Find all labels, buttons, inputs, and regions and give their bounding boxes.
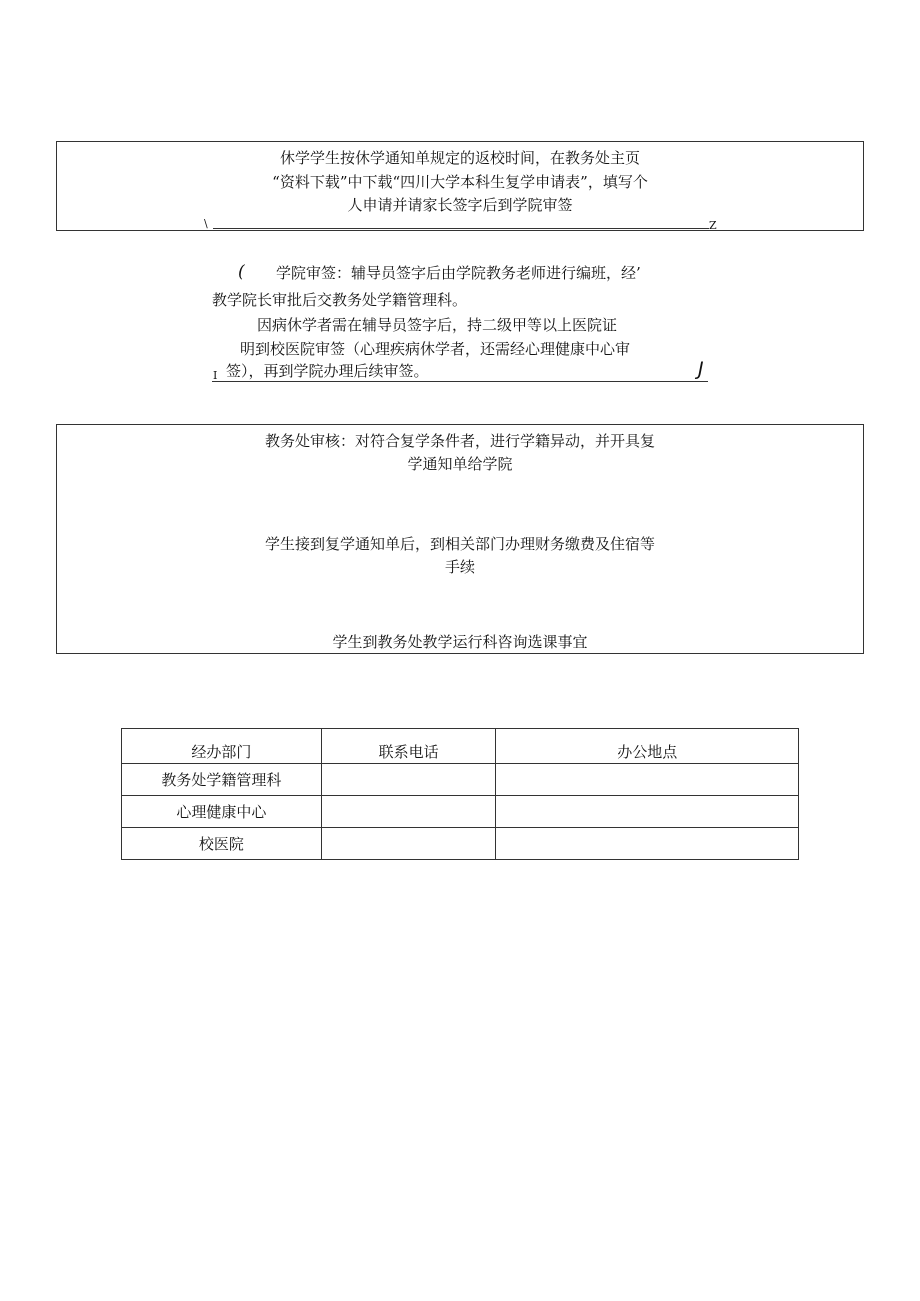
step3-box	[56, 424, 864, 654]
header-phone: 联系电话	[321, 729, 496, 764]
step3-course-line: 学生到教务处教学运行科咨询选课事宜	[332, 633, 588, 651]
step1-line-2: “资料下载”中下载“四川大学本科生复学申请表”，填写个	[272, 173, 648, 191]
step2-line-4: 明到校医院审签（心理疾病休学者，还需经心理健康中心审	[240, 340, 631, 358]
table-header-row	[122, 729, 799, 764]
cell-phone	[321, 764, 496, 796]
table-row	[122, 796, 799, 828]
table-row	[122, 764, 799, 796]
cell-location	[496, 796, 799, 828]
step2-line-5: 签），再到学院办理后续审签。	[226, 362, 429, 380]
cell-department: 心理健康中心	[122, 796, 322, 828]
contact-table	[121, 728, 799, 860]
step1-underline	[213, 228, 709, 229]
step2-open-mark: (	[238, 262, 245, 282]
cell-location	[496, 828, 799, 860]
step1-box	[56, 141, 864, 231]
table-row	[122, 828, 799, 860]
cell-phone	[321, 796, 496, 828]
step1-right-mark: Z	[709, 219, 717, 232]
cell-department: 校医院	[122, 828, 322, 860]
step2-last-prefix: I	[213, 369, 218, 382]
step3-review-line-1: 教务处审核：对符合复学条件者，进行学籍异动，并开具复	[264, 432, 655, 450]
step2-close-mark: J	[698, 358, 704, 380]
step2-line-3: 因病休学者需在辅导员签字后，持二级甲等以上医院证	[257, 316, 618, 334]
step2-line-1: 学院审签：辅导员签字后由学院教务老师进行编班，经’	[276, 264, 641, 282]
step3-procedure-line-2: 手续	[444, 558, 475, 576]
cell-location	[496, 764, 799, 796]
step2-underline	[212, 381, 708, 382]
step1-left-mark: \	[204, 217, 208, 230]
cell-phone	[321, 828, 496, 860]
header-location: 办公地点	[496, 729, 799, 764]
step3-review-line-2: 学通知单给学院	[407, 455, 513, 473]
cell-department: 教务处学籍管理科	[122, 764, 322, 796]
step1-line-1: 休学学生按休学通知单规定的返校时间，在教务处主页	[279, 149, 640, 167]
step1-line-3: 人申请并请家长签字后到学院审签	[347, 196, 573, 214]
header-department: 经办部门	[122, 729, 322, 764]
step2-line-2: 教学院长审批后交教务处学籍管理科。	[212, 291, 468, 309]
step3-procedure-line-1: 学生接到复学通知单后，到相关部门办理财务缴费及住宿等	[264, 535, 655, 553]
